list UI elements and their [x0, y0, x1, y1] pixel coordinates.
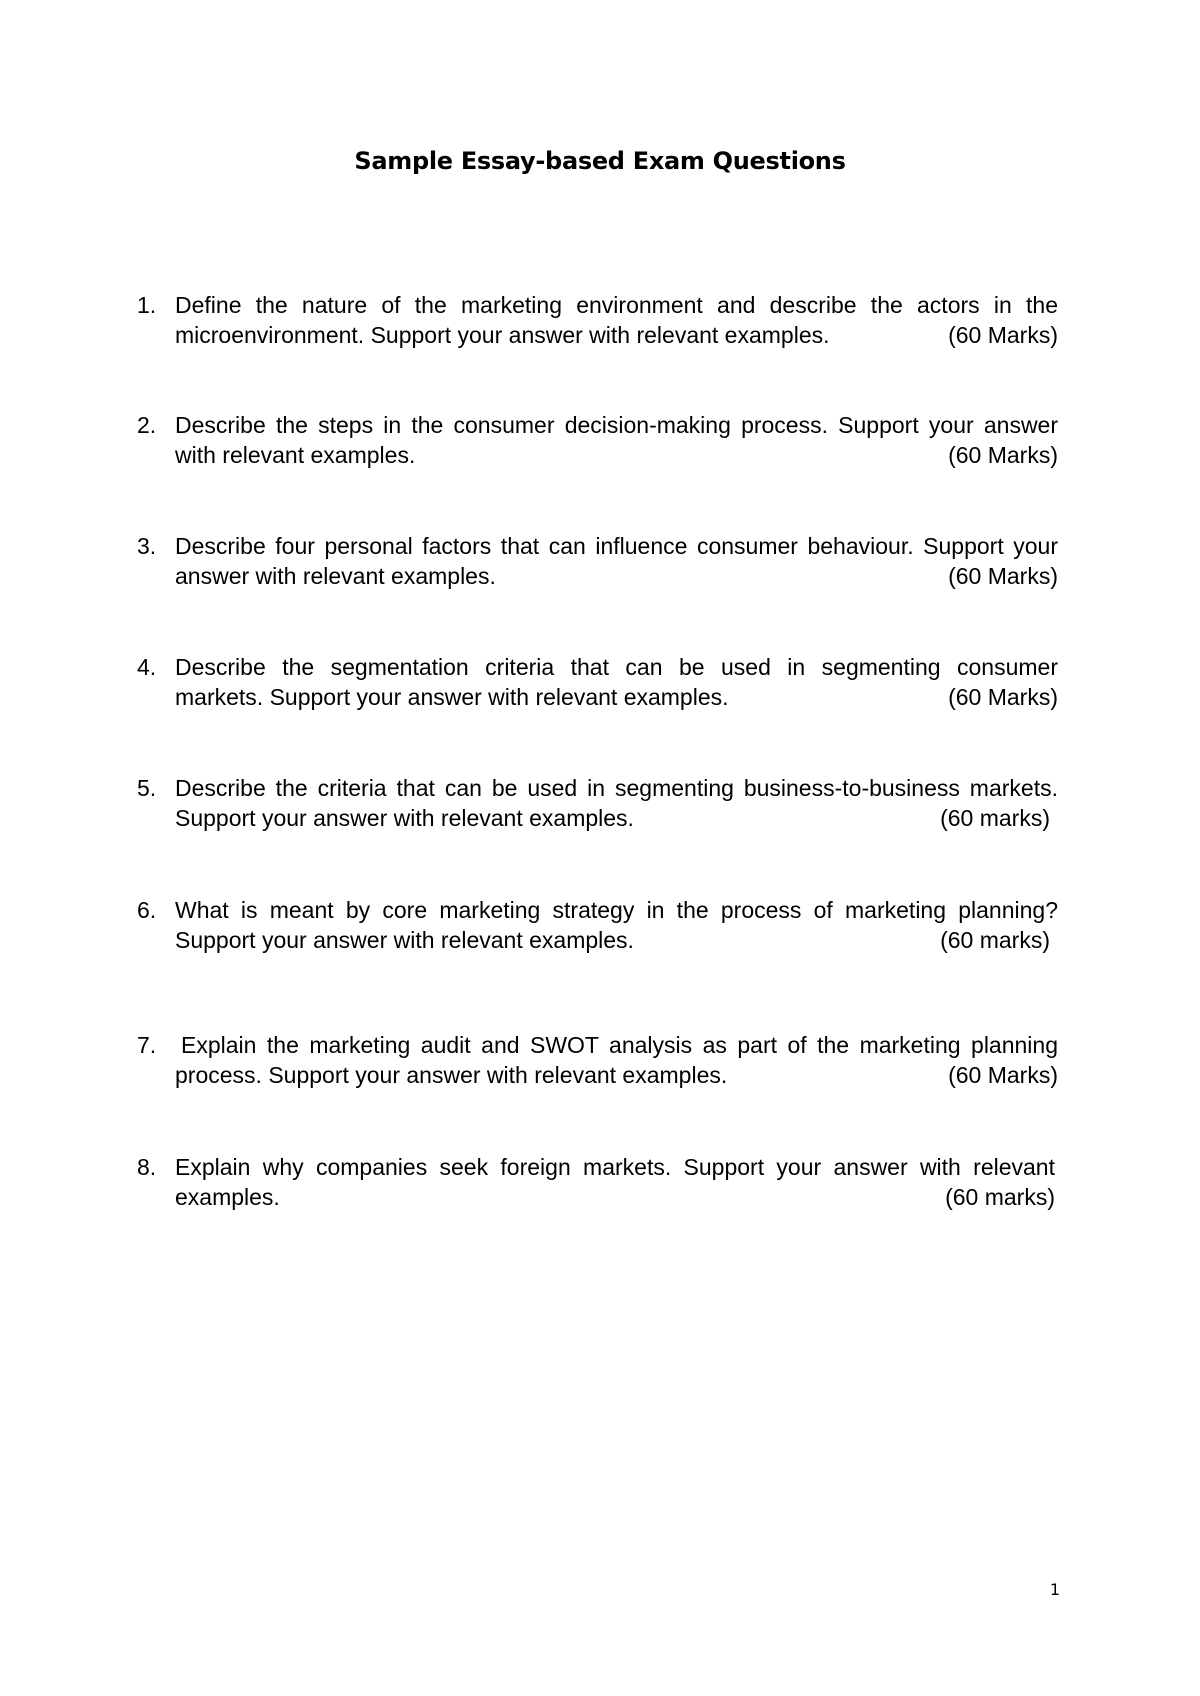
- question-item: [137, 652, 1058, 712]
- question-text-line: Describe the segmentation criteria that can be used in segmenting consumer: [175, 654, 1058, 680]
- question-marks: (60 marks): [940, 927, 1050, 953]
- question-item: [137, 1030, 1058, 1090]
- page-number: 1: [1049, 1580, 1060, 1599]
- question-number: 6.: [137, 897, 157, 923]
- question-text-line: process. Support your answer with relevant examples.: [175, 1062, 728, 1088]
- question-text-line: What is meant by core marketing strategy in the process of marketing planning?: [175, 897, 1058, 923]
- question-text-line: answer with relevant examples.: [175, 563, 496, 589]
- question-item: [137, 531, 1058, 591]
- question-marks: (60 Marks): [948, 1062, 1058, 1088]
- question-number: 3.: [137, 533, 157, 559]
- question-text-line: microenvironment. Support your answer with relevant examples.: [175, 322, 830, 348]
- question-text-line: examples.: [175, 1184, 280, 1210]
- question-item: [137, 290, 1058, 350]
- question-marks: (60 Marks): [948, 563, 1058, 589]
- question-text-line: markets. Support your answer with relevant examples.: [175, 684, 729, 710]
- question-marks: (60 marks): [945, 1184, 1055, 1210]
- question-number: 2.: [137, 412, 157, 438]
- question-marks: (60 Marks): [948, 442, 1058, 468]
- question-number: 7.: [137, 1032, 157, 1058]
- question-number: 1.: [137, 292, 157, 318]
- question-text-line: Define the nature of the marketing environment and describe the actors in the: [175, 292, 1058, 318]
- question-number: 8.: [137, 1154, 157, 1180]
- question-number: 4.: [137, 654, 157, 680]
- question-marks: (60 marks): [940, 805, 1050, 831]
- question-text-line: Describe the steps in the consumer decision-making process. Support your answer: [175, 412, 1058, 438]
- question-text-line: Describe four personal factors that can influence consumer behaviour. Support your: [175, 533, 1058, 559]
- question-item: [137, 773, 1058, 833]
- question-marks: (60 Marks): [948, 322, 1058, 348]
- question-text-line: Support your answer with relevant examples.: [175, 805, 634, 831]
- question-text-line: Support your answer with relevant examples.: [175, 927, 634, 953]
- question-item: [137, 1152, 1058, 1212]
- question-item: [137, 895, 1058, 955]
- question-text-line: Describe the criteria that can be used in segmenting business-to-business markets.: [175, 775, 1058, 801]
- question-text-line: Explain why companies seek foreign markets. Support your answer with relevant: [175, 1154, 1055, 1180]
- question-text-line: with relevant examples.: [175, 442, 416, 468]
- question-item: [137, 410, 1058, 470]
- question-number: 5.: [137, 775, 157, 801]
- question-marks: (60 Marks): [948, 684, 1058, 710]
- page-title: Sample Essay-based Exam Questions: [354, 147, 846, 175]
- question-text-line: Explain the marketing audit and SWOT analysis as part of the marketing planning: [181, 1032, 1058, 1058]
